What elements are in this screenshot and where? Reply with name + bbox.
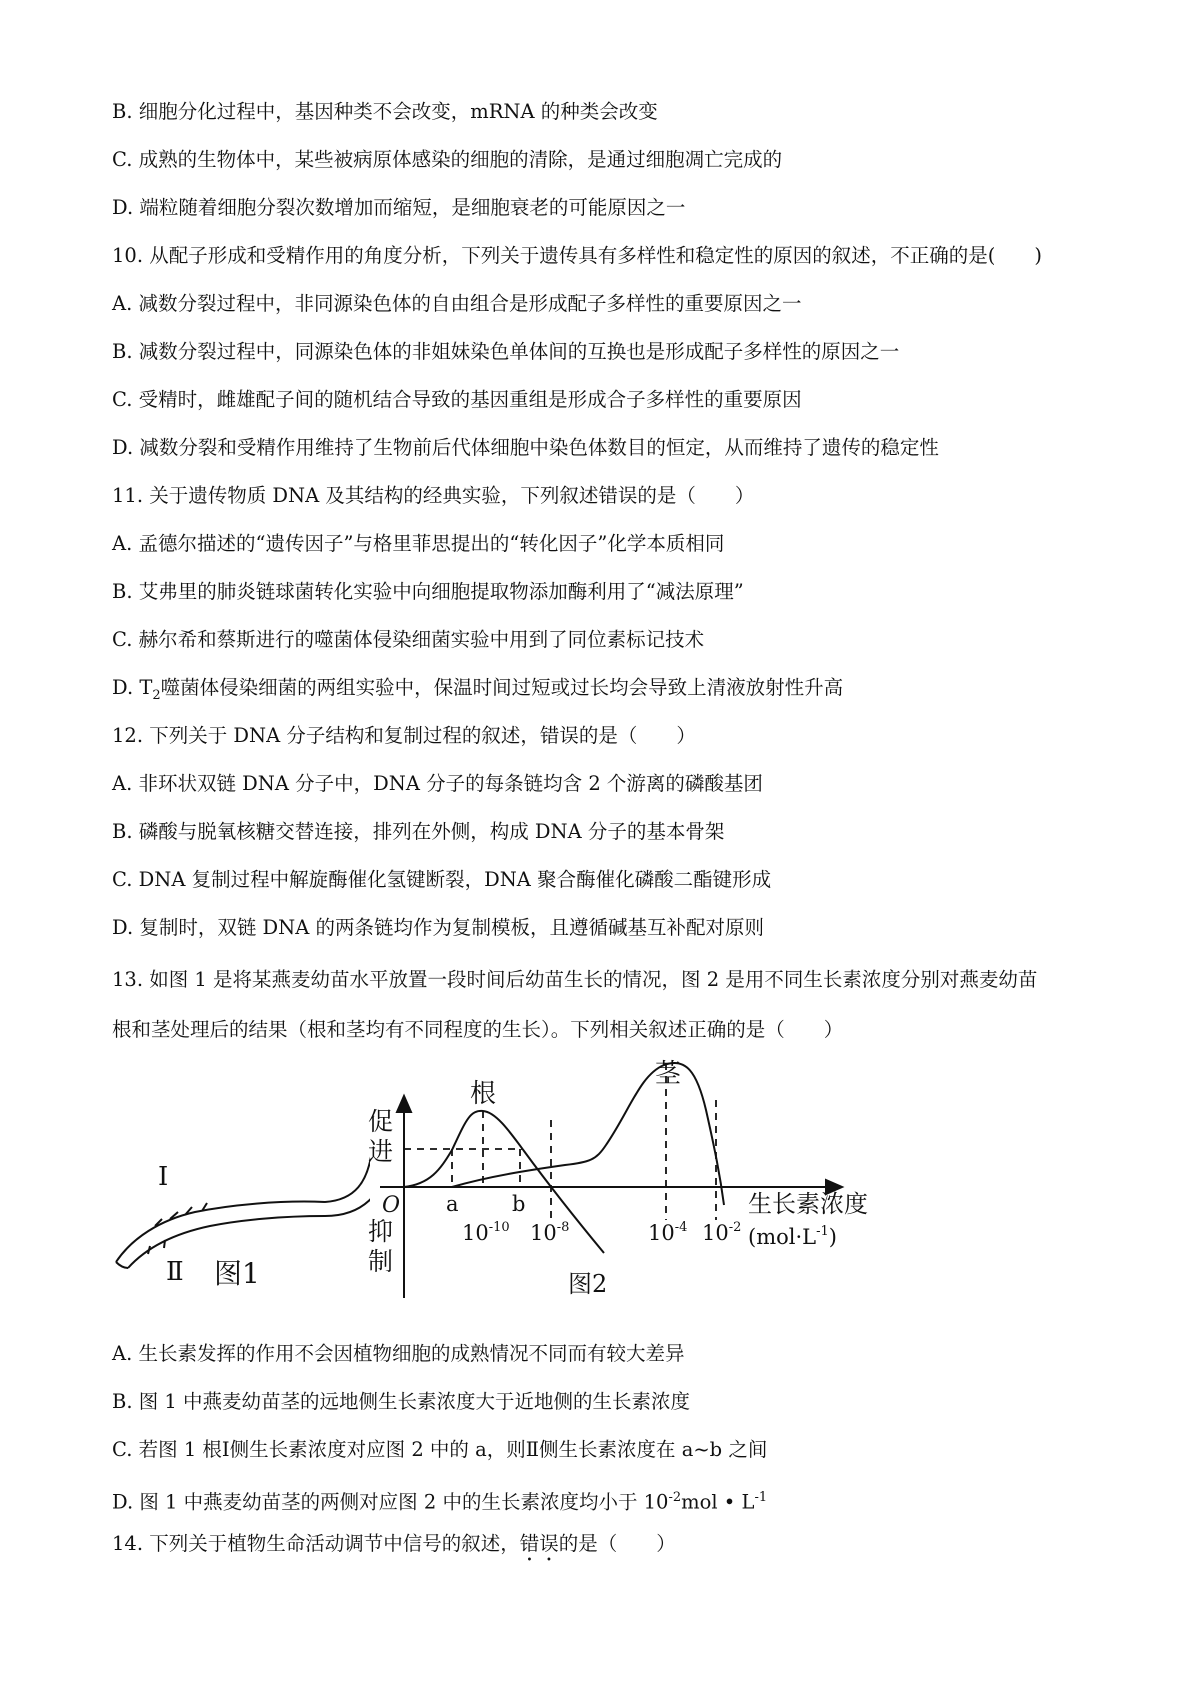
figure-1-caption: 图1 — [214, 1257, 260, 1290]
y-promote-label-1: 促 — [368, 1107, 394, 1136]
q13-option-d — [112, 1484, 767, 1517]
q9-option-c: C. 成熟的生物体中，某些被病原体感染的细胞的清除，是通过细胞凋亡完成的 — [112, 148, 783, 171]
tick-label-1e-10: $10^{-10}$ — [462, 1220, 510, 1245]
tick-label-1e-4: $10^{-4}$ — [648, 1220, 688, 1245]
q10-stem: 10. 从配子形成和受精作用的角度分析，下列关于遗传具有多样性和稳定性的原因的叙述，不正确的是( ) — [112, 244, 1042, 267]
q10-option-b: B. 减数分裂过程中，同源染色体的非姐妹染色单体间的互换也是形成配子多样性的原因之一 — [112, 340, 900, 363]
y-inhibit-label-1: 抑 — [368, 1217, 394, 1246]
x-axis-label: 生长素浓度 — [748, 1190, 868, 1218]
q14-stem-start: 14. 下列关于植物生命活动调节中信号的叙述， — [112, 1532, 520, 1555]
q9-option-b: B. 细胞分化过程中，基因种类不会改变，mRNA 的种类会改变 — [112, 100, 658, 123]
tick-b-label: b — [512, 1192, 526, 1216]
q12-option-c: C. DNA 复制过程中解旋酶催化氢键断裂，DNA 聚合酶催化磷酸二酯键形成 — [112, 868, 772, 891]
q10-option-a: A. 减数分裂过程中，非同源染色体的自由组合是形成配子多样性的重要原因之一 — [112, 292, 802, 315]
q13-option-d-text: D. 图 1 中燕麦幼苗茎的两侧对应图 2 中的生长素浓度均小于 10 — [112, 1490, 669, 1514]
tick-label-1e-8: $10^{-8}$ — [530, 1220, 570, 1245]
q13-option-d-unit: mol • L — [681, 1490, 755, 1514]
q13-option-d-exp1: -2 — [668, 1490, 682, 1505]
figure-1-label-i: Ⅰ — [158, 1162, 169, 1192]
q13-option-d-exp2: -1 — [754, 1490, 768, 1505]
q10-option-c: C. 受精时，雌雄配子间的随机结合导致的基因重组是形成合子多样性的重要原因 — [112, 388, 802, 411]
root-label: 根 — [470, 1079, 497, 1109]
y-inhibit-label-2: 制 — [368, 1247, 394, 1276]
y-axis-arrow — [397, 1096, 411, 1112]
q13-stem-line1: 13. 如图 1 是将某燕麦幼苗水平放置一段时间后幼苗生长的情况，图 2 是用不同生长素浓度分别对燕麦幼苗 — [112, 968, 1038, 991]
q13-option-c: C. 若图 1 根Ⅰ侧生长素浓度对应图 2 中的 a，则Ⅱ侧生长素浓度在 a~b 之间 — [112, 1438, 768, 1461]
q12-option-b: B. 磷酸与脱氧核糖交替连接，排列在外侧，构成 DNA 分子的基本骨架 — [112, 820, 725, 843]
q11-option-d-subscript: 2 — [152, 687, 161, 703]
q13-stem-line2: 根和茎处理后的结果（根和茎均有不同程度的生长）。下列相关叙述正确的是（ ） — [112, 1018, 844, 1041]
q10-option-d: D. 减数分裂和受精作用维持了生物前后代体细胞中染色体数目的恒定，从而维持了遗传的稳定性 — [112, 436, 939, 459]
tick-label-1e-2: $10^{-2}$ — [702, 1220, 742, 1245]
q13-option-b: B. 图 1 中燕麦幼苗茎的远地侧生长素浓度大于近地侧的生长素浓度 — [112, 1390, 691, 1413]
q11-option-a: A. 孟德尔描述的“遗传因子”与格里菲思提出的“转化因子”化学本质相同 — [112, 532, 725, 555]
q14-stem-end: 的是（ ） — [558, 1532, 676, 1555]
q11-option-d-prefix: D. T — [112, 676, 153, 699]
x-axis-unit: $(mol\cdot L^{-1})$ — [748, 1224, 837, 1249]
q11-option-d-rest: 噬菌体侵染细菌的两组实验中，保温时间过短或过长均会导致上清液放射性升高 — [160, 676, 844, 699]
q14-stem-emphasis: 错误 — [519, 1532, 559, 1555]
q12-stem: 12. 下列关于 DNA 分子结构和复制过程的叙述，错误的是（ ） — [112, 724, 696, 747]
figure-2-caption: 图2 — [568, 1270, 608, 1298]
y-promote-label-2: 进 — [368, 1137, 394, 1166]
figure-1-label-ii: Ⅱ — [166, 1257, 184, 1280]
q11-option-b: B. 艾弗里的肺炎链球菌转化实验中向细胞提取物添加酶利用了“减法原理” — [112, 580, 744, 603]
q11-stem: 11. 关于遗传物质 DNA 及其结构的经典实验，下列叙述错误的是（ ） — [112, 484, 755, 507]
q12-option-a: A. 非环状双链 DNA 分子中，DNA 分子的每条链均含 2 个游离的磷酸基团 — [112, 772, 763, 795]
q9-option-d: D. 端粒随着细胞分裂次数增加而缩短，是细胞衰老的可能原因之一 — [112, 196, 686, 219]
tick-a-label: a — [446, 1192, 459, 1216]
q11-option-c: C. 赫尔希和蔡斯进行的噬菌体侵染细菌实验中用到了同位素标记技术 — [112, 628, 705, 651]
stem-label: 茎 — [655, 1059, 682, 1089]
q14-stem — [112, 1530, 676, 1566]
q12-option-d: D. 复制时，双链 DNA 的两条链均作为复制模板，且遵循碱基互补配对原则 — [112, 916, 765, 939]
q13-option-a: A. 生长素发挥的作用不会因植物细胞的成熟情况不同而有较大差异 — [112, 1342, 685, 1365]
origin-label: O — [382, 1193, 401, 1218]
